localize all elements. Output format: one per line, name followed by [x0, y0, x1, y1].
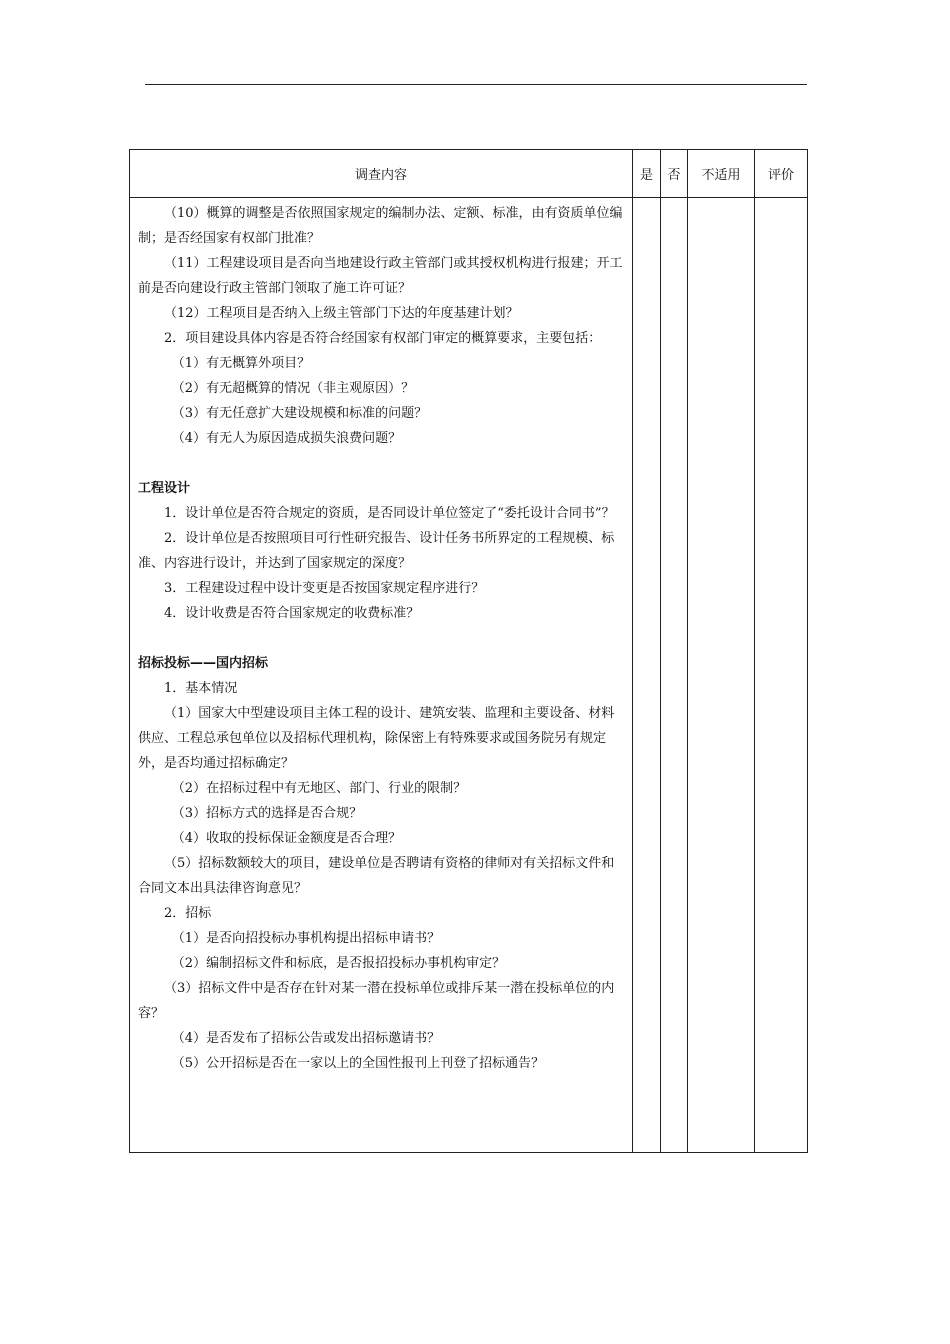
list-item: （3）有无任意扩大建设规模和标准的问题？ — [171, 406, 428, 421]
list-item: 2．招标 — [164, 906, 212, 921]
list-item: （3）招标方式的选择是否合规？ — [171, 806, 363, 821]
list-item: （11）工程建设项目是否向当地建设行政主管部门或其授权机构进行报建；开工前是否向建设行政主管部门领取了施工许可证？ — [138, 256, 623, 296]
content-cell — [130, 198, 633, 1153]
header-na: 不适用 — [688, 150, 755, 198]
list-item: （5）招标数额较大的项目，建设单位是否聘请有资格的律师对有关招标文件和合同文本出具法律咨询意见？ — [138, 856, 615, 896]
no-cell — [661, 198, 688, 1153]
list-item: 4．设计收费是否符合国家规定的收费标准？ — [164, 606, 420, 621]
table-header-row — [130, 150, 808, 198]
yes-cell — [633, 198, 661, 1153]
list-item: （3）招标文件中是否存在针对某一潜在投标单位或排斥某一潜在投标单位的内容？ — [138, 981, 615, 1021]
table-body-row — [130, 198, 808, 1153]
list-item: （4）收取的投标保证金额度是否合理？ — [171, 831, 402, 846]
survey-table — [129, 149, 808, 1153]
list-item: （1）国家大中型建设项目主体工程的设计、建筑安装、监理和主要设备、材料供应、工程总承包单位以及招标代理机构，除保密上有特殊要求或国务院另有规定外，是否均通过招标确定？ — [138, 706, 615, 771]
header-yes: 是 — [633, 150, 661, 198]
header-content: 调查内容 — [130, 150, 633, 198]
section-title-design: 工程设计 — [138, 481, 191, 496]
list-item: 1．基本情况 — [164, 681, 238, 696]
list-item: （1）是否向招投标办事机构提出招标申请书？ — [171, 931, 441, 946]
list-item: 2．设计单位是否按照项目可行性研究报告、设计任务书所界定的工程规模、标准、内容进行设计，并达到了国家规定的深度？ — [138, 531, 615, 571]
list-item: （2）编制招标文件和标底，是否报招投标办事机构审定？ — [171, 956, 506, 971]
list-item: 3．工程建设过程中设计变更是否按国家规定程序进行？ — [164, 581, 485, 596]
list-item: 2．项目建设具体内容是否符合经国家有权部门审定的概算要求，主要包括： — [164, 331, 602, 346]
header-eval: 评价 — [755, 150, 808, 198]
list-item: （5）公开招标是否在一家以上的全国性报刊上刊登了招标通告？ — [171, 1056, 545, 1071]
eval-cell — [755, 198, 808, 1153]
header-rule — [145, 84, 807, 85]
na-cell — [688, 198, 755, 1153]
section-title-bidding: 招标投标——国内招标 — [138, 656, 269, 671]
list-item: （4）有无人为原因造成损失浪费问题？ — [171, 431, 402, 446]
list-item: 1．设计单位是否符合规定的资质，是否同设计单位签定了“委托设计合同书”？ — [164, 506, 615, 521]
list-item: （10）概算的调整是否依照国家规定的编制办法、定额、标准，由有资质单位编制；是否经国家有权部门批准？ — [138, 206, 623, 246]
list-item: （12）工程项目是否纳入上级主管部门下达的年度基建计划？ — [164, 306, 519, 321]
list-item: （1）有无概算外项目？ — [171, 356, 311, 371]
list-item: （4）是否发布了招标公告或发出招标邀请书？ — [171, 1031, 441, 1046]
list-item: （2）在招标过程中有无地区、部门、行业的限制？ — [171, 781, 467, 796]
header-no: 否 — [661, 150, 688, 198]
list-item: （2）有无超概算的情况（非主观原因）？ — [171, 381, 415, 396]
